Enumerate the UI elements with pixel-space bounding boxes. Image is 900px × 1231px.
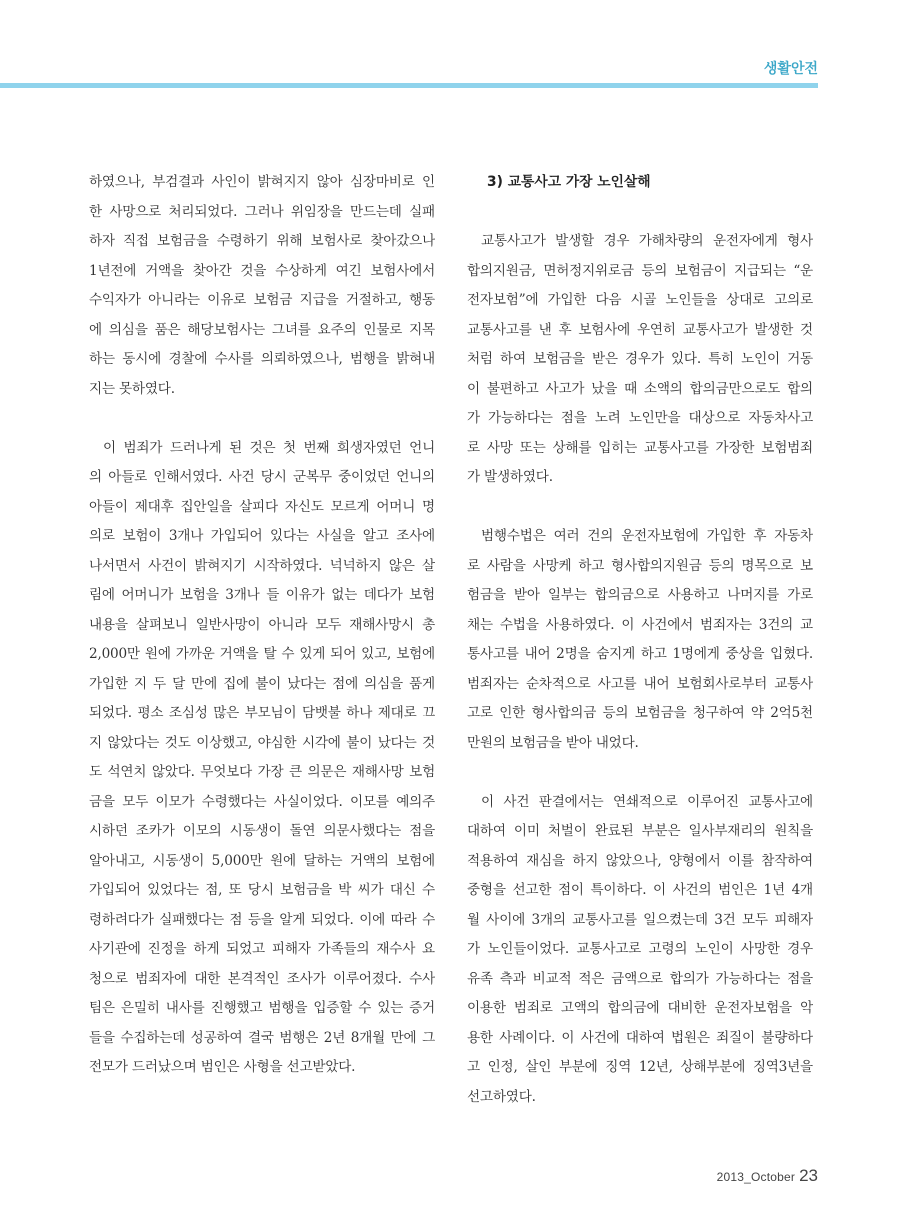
text-line: 고로 인한 형사합의금 등의 보험금을 청구하여 약 2억5천: [467, 705, 813, 721]
paragraph: [467, 227, 813, 493]
text-line: 가입한 지 두 달 만에 집에 불이 났다는 점에 의심을 품게: [89, 675, 435, 692]
text-line: 시하던 조카가 이모의 시동생이 돌연 의문사했다는 점을: [89, 823, 435, 839]
text-line: 가 노인들이었다. 교통사고로 고령의 노인이 사망한 경우: [467, 941, 813, 957]
text-line: 지는 못하였다.: [89, 380, 175, 397]
text-line: 교통사고가 발생할 경우 가해차량의 운전자에게 형사: [481, 233, 813, 249]
text-line: 가 가능하다는 점을 노려 노인만을 대상으로 자동차사고: [467, 410, 813, 426]
text-line: 이용한 범죄로 고액의 합의금에 대비한 운전자보험을 악: [467, 1000, 813, 1016]
text-line: 내용을 살펴보니 일반사망이 아니라 모두 재해사망시 총: [89, 616, 435, 633]
text-line: 2,000만 원에 가까운 거액을 탈 수 있게 되어 있고, 보험에: [89, 646, 435, 662]
text-line: 적용하여 재심을 하지 않았으나, 양형에서 이를 참작하여: [467, 852, 813, 869]
text-line: 선고하였다.: [467, 1088, 536, 1105]
section-label: 생활안전: [763, 61, 818, 77]
paragraph-gap: [467, 758, 813, 788]
text-line: 하였으나, 부검결과 사인이 밝혀지지 않아 심장마비로 인: [89, 174, 435, 190]
page-number: 23: [799, 1166, 818, 1185]
text-line: 알아내고, 시동생이 5,000만 원에 달하는 거액의 보험에: [89, 852, 435, 869]
left-column: [89, 168, 435, 1083]
text-line: 교통사고를 낸 후 보험사에 우연히 교통사고가 발생한 것: [467, 321, 813, 338]
text-line: 한 사망으로 처리되었다. 그러나 위임장을 만드는데 실패: [89, 203, 435, 220]
text-line: 하는 동시에 경찰에 수사를 의뢰하였으나, 범행을 밝혀내: [89, 351, 435, 367]
right-column: [467, 168, 813, 1112]
text-line: 령하려다가 실패했다는 점 등을 알게 되었다. 이에 따라 수: [89, 911, 435, 928]
text-line: 아들이 제대후 집안일을 살피다 자신도 모르게 어머니 명: [89, 498, 435, 515]
text-line: 합의지원금, 면허정지위로금 등의 보험금이 지급되는 “운: [467, 262, 813, 279]
text-line: 림에 어머니가 보험을 3개나 들 이유가 없는 데다가 보험: [89, 587, 435, 603]
paragraph: [467, 522, 813, 758]
paragraph-gap: [467, 493, 813, 523]
text-line: 험금을 받아 일부는 합의금으로 사용하고 나머지를 가로: [467, 587, 813, 603]
text-line: 의 아들로 인해서였다. 사건 당시 군복무 중이었던 언니의: [89, 469, 435, 485]
text-line: 가 발생하였다.: [467, 469, 553, 485]
text-line: 되었다. 평소 조심성 많은 부모님이 담뱃불 하나 제대로 끄: [89, 705, 435, 721]
text-line: 1년전에 거액을 찾아간 것을 수상하게 여긴 보험사에서: [89, 262, 435, 279]
text-line: 이 사건 판결에서는 연쇄적으로 이루어진 교통사고에: [481, 793, 813, 810]
text-line: 하자 직접 보험금을 수령하기 위해 보험사로 찾아갔으나: [89, 233, 435, 249]
text-line: 유족 측과 비교적 적은 금액으로 합의가 가능하다는 점을: [467, 970, 813, 987]
text-line: 로 사람을 사망케 하고 형사합의지원금 등의 명목으로 보: [467, 557, 813, 574]
text-line: 도 석연치 않았다. 무엇보다 가장 큰 의문은 재해사망 보험: [89, 764, 435, 780]
text-line: 금을 모두 이모가 수령했다는 사실이었다. 이모를 예의주: [89, 793, 435, 810]
text-line: 로 사망 또는 상해를 입히는 교통사고를 가장한 보험범죄: [467, 439, 813, 456]
text-line: 전모가 드러났으며 범인은 사형을 선고받았다.: [89, 1059, 356, 1075]
text-line: 월 사이에 3개의 교통사고를 일으켰는데 3건 모두 피해자: [467, 911, 813, 928]
text-line: 통사고를 내어 2명을 숨지게 하고 1명에게 중상을 입혔다.: [467, 646, 813, 662]
text-line: 수익자가 아니라는 이유로 보험금 지급을 거절하고, 행동: [89, 292, 435, 308]
paragraph: [89, 434, 435, 1083]
text-line: 들을 수집하는데 성공하여 결국 범행은 2년 8개월 만에 그: [89, 1029, 435, 1046]
text-line: 만원의 보험금을 받아 내었다.: [467, 734, 639, 751]
text-line: 에 의심을 품은 해당보험사는 그녀를 요주의 인물로 지목: [89, 321, 435, 338]
text-line: 이 범죄가 드러나게 된 것은 첫 번째 희생자였던 언니: [103, 439, 435, 456]
text-line: 이 불편하고 사고가 났을 때 소액의 합의금만으로도 합의: [467, 380, 813, 397]
header-rule: [0, 83, 818, 88]
text-line: 중형을 선고한 점이 특이하다. 이 사건의 범인은 1년 4개: [467, 882, 813, 898]
text-line: 청으로 범죄자에 대한 본격적인 조사가 이루어졌다. 수사: [89, 970, 435, 987]
paragraph-gap: [467, 198, 813, 228]
text-line: 지 않았다는 것도 이상했고, 야심한 시각에 불이 났다는 것: [89, 734, 435, 751]
text-line: 채는 수법을 사용하였다. 이 사건에서 범죄자는 3건의 교: [467, 616, 813, 633]
text-line: 사기관에 진정을 하게 되었고 피해자 가족들의 재수사 요: [89, 941, 435, 957]
text-line: 팀은 은밀히 내사를 진행했고 범행을 입증할 수 있는 증거: [89, 1000, 435, 1016]
text-line: 대하여 이미 처벌이 완료된 부분은 일사부재리의 원칙을: [467, 823, 813, 839]
text-line: 의로 보험이 3개나 가입되어 있다는 사실을 알고 조사에: [89, 528, 435, 544]
text-line: 나서면서 사건이 밝혀지기 시작하였다. 넉넉하지 않은 살: [89, 557, 435, 574]
text-line: 가입되어 있었다는 점, 또 당시 보험금을 박 씨가 대신 수: [89, 882, 435, 898]
paragraph: [467, 788, 813, 1113]
section-heading: 3) 교통사고 가장 노인살해: [487, 174, 651, 190]
page-footer: [700, 1166, 818, 1186]
text-line: 전자보험”에 가입한 다음 시골 노인들을 상대로 고의로: [467, 292, 813, 308]
issue-label: 2013_October: [716, 1170, 796, 1184]
paragraph-gap: [89, 404, 435, 434]
paragraph: [89, 168, 435, 404]
text-line: 처럼 하여 보험금을 받은 경우가 있다. 특히 노인이 거동: [467, 351, 813, 367]
text-line: 고 인정, 살인 부분에 징역 12년, 상해부분에 징역3년을: [467, 1059, 813, 1075]
text-line: 범행수법은 여러 건의 운전자보험에 가입한 후 자동차: [481, 528, 813, 544]
text-line: 용한 사례이다. 이 사건에 대하여 법원은 죄질이 불량하다: [467, 1029, 813, 1046]
text-line: 범죄자는 순차적으로 사고를 내어 보험회사로부터 교통사: [467, 675, 813, 692]
